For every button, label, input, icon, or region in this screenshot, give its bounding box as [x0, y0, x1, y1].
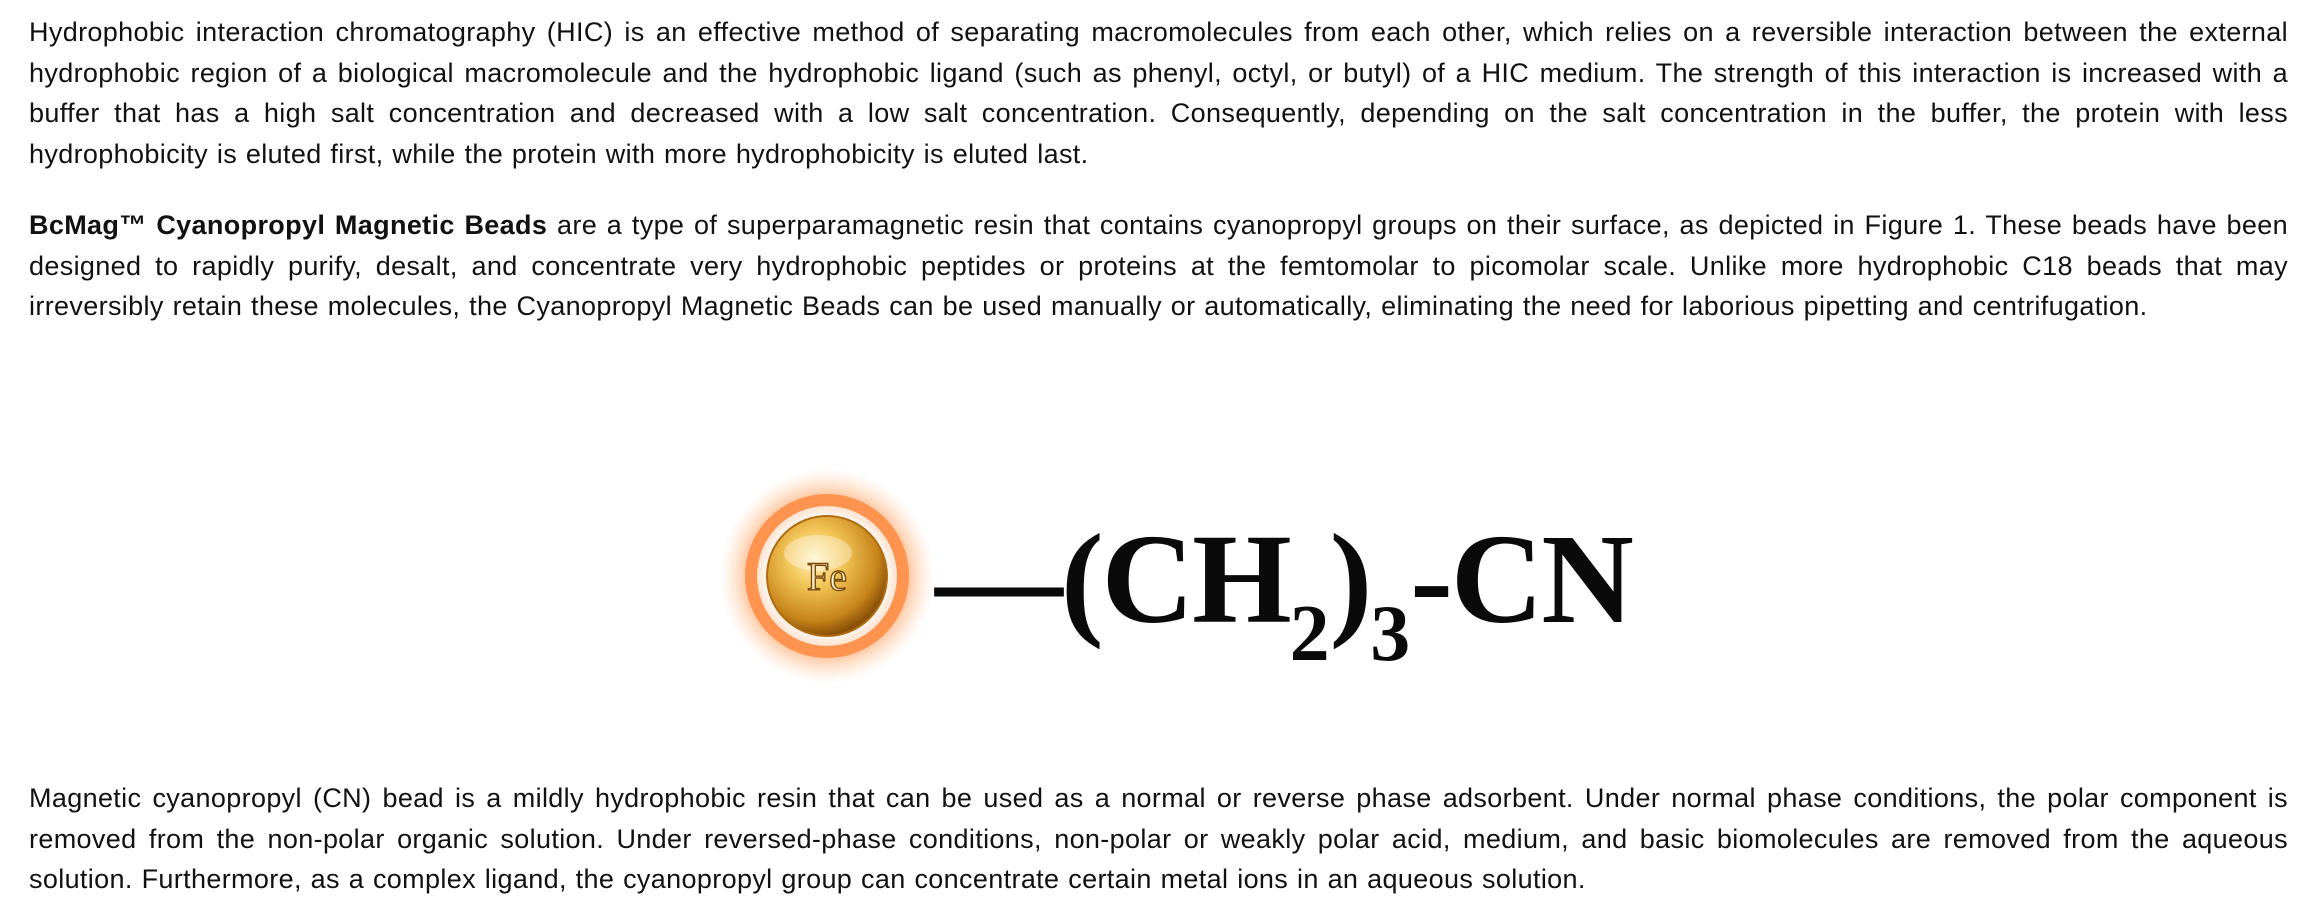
bead-label: Fe [807, 554, 847, 599]
formula-tail: -CN [1410, 508, 1632, 650]
cn-bead-paragraph: Magnetic cyanopropyl (CN) bead is a mildly hydrophobic resin that can be used as a normal or reverse phase adsorbent. Under normal phase conditions, the polar component is removed from the non-polar organic solution. Under reversed-phase conditions, non-polar or weakly polar acid, medium, and basic biomolecules are removed from the aqueous solution. Furthermore, as a complex ligand, the cyanopropyl group can concentrate certain metal ions in an aqueous solution. [29, 783, 2288, 894]
formula-subscript-2: 2 [1289, 590, 1330, 678]
bead-graphic [718, 467, 936, 685]
product-paragraph [29, 205, 2288, 327]
product-description: are a type of superparamagnetic resin that contains cyanopropyl groups on their surface, as depicted in Figure 1. These beads have been designed to rapidly purify, desalt, and concentrate very hydrophobic peptides or proteins at the femtomolar to picomolar scale. Unlike more hydrophobic C18 beads that may irreversibly retain these molecules, the Cyanopropyl Magnetic Beads can be used manually or automatically, eliminating the need for laborious pipetting and centrifugation. [29, 210, 2289, 321]
intro-paragraph: Hydrophobic interaction chromatography (HIC) is an effective method of separating macromolecules from each other, which relies on a reversible interaction between the external hydrophobic region of a biological macromolecule and the hydrophobic ligand (such as phenyl, octyl, or butyl) of a HIC medium. The strength of this interaction is increased with a buffer that has a high salt concentration and decreased with a low salt concentration. Consequently, depending on the salt concentration in the buffer, the protein with less hydrophobicity is eluted first, while the protein with more hydrophobicity is eluted last. [29, 17, 2288, 169]
chemical-formula [935, 508, 1632, 678]
figure-1 [0, 455, 2317, 695]
formula-subscript-3: 3 [1370, 590, 1411, 678]
formula-bond: — [935, 508, 1061, 650]
formula-close: ) [1329, 508, 1371, 650]
magnetic-bead-icon [718, 467, 936, 685]
formula-open: (CH [1061, 508, 1290, 650]
product-name: BcMag™ Cyanopropyl Magnetic Beads [29, 210, 548, 240]
